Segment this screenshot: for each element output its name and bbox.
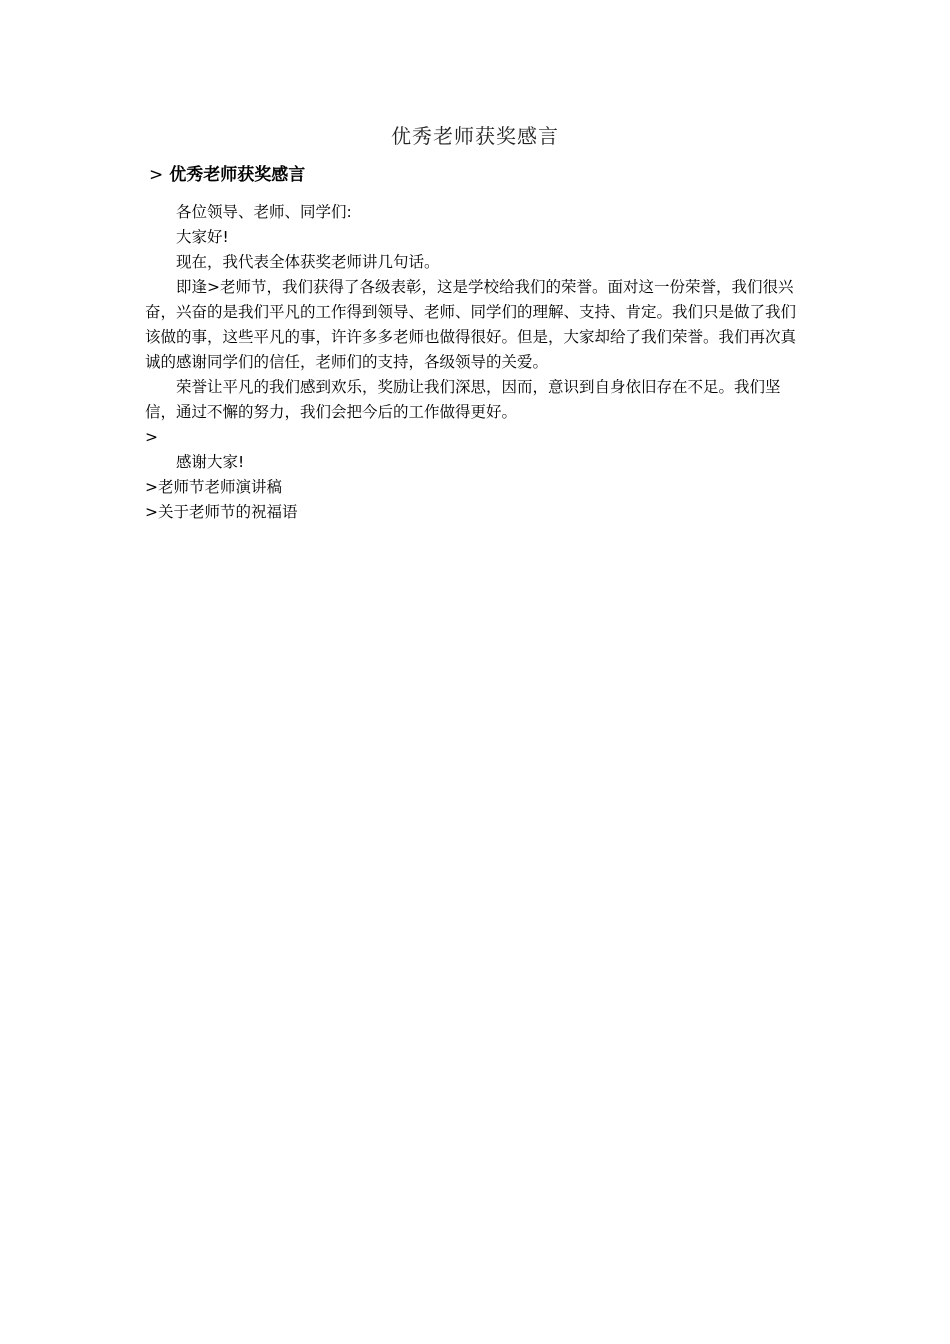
salutation: 各位领导、老师、同学们:	[176, 203, 352, 221]
document-title: 优秀老师获奖感言	[391, 124, 559, 148]
document-body	[145, 200, 810, 525]
body-paragraph-2: 荣誉让平凡的我们感到欢乐，奖励让我们深思，因而，意识到自身依旧存在不足。我们坚信，通过不懈的努力，我们会把今后的工作做得更好。	[145, 378, 781, 421]
body-paragraph-1: 即逢>老师节，我们获得了各级表彰，这是学校给我们的荣誉。面对这一份荣誉，我们很兴奋，兴奋的是我们平凡的工作得到领导、老师、同学们的理解、支持、肯定。我们只是做了我们该做的事，这些平凡的事，许许多多老师也做得很好。但是，大家却给了我们荣誉。我们再次真诚的感谢同学们的信任，老师们的支持，各级领导的关爱。	[145, 278, 797, 371]
related-link-teachers-day-wishes[interactable]: >关于老师节的祝福语	[145, 503, 298, 521]
section-marker: >	[149, 165, 164, 185]
greeting: 大家好!	[176, 228, 229, 246]
closing-line: 感谢大家!	[176, 453, 245, 471]
section-heading-text: 优秀老师获奖感言	[169, 165, 306, 185]
section-heading	[149, 163, 305, 187]
intro-paragraph: 现在，我代表全体获奖老师讲几句话。	[176, 253, 440, 271]
related-link-teachers-day-speech[interactable]: >老师节老师演讲稿	[145, 478, 282, 496]
lone-marker: >	[145, 428, 158, 446]
